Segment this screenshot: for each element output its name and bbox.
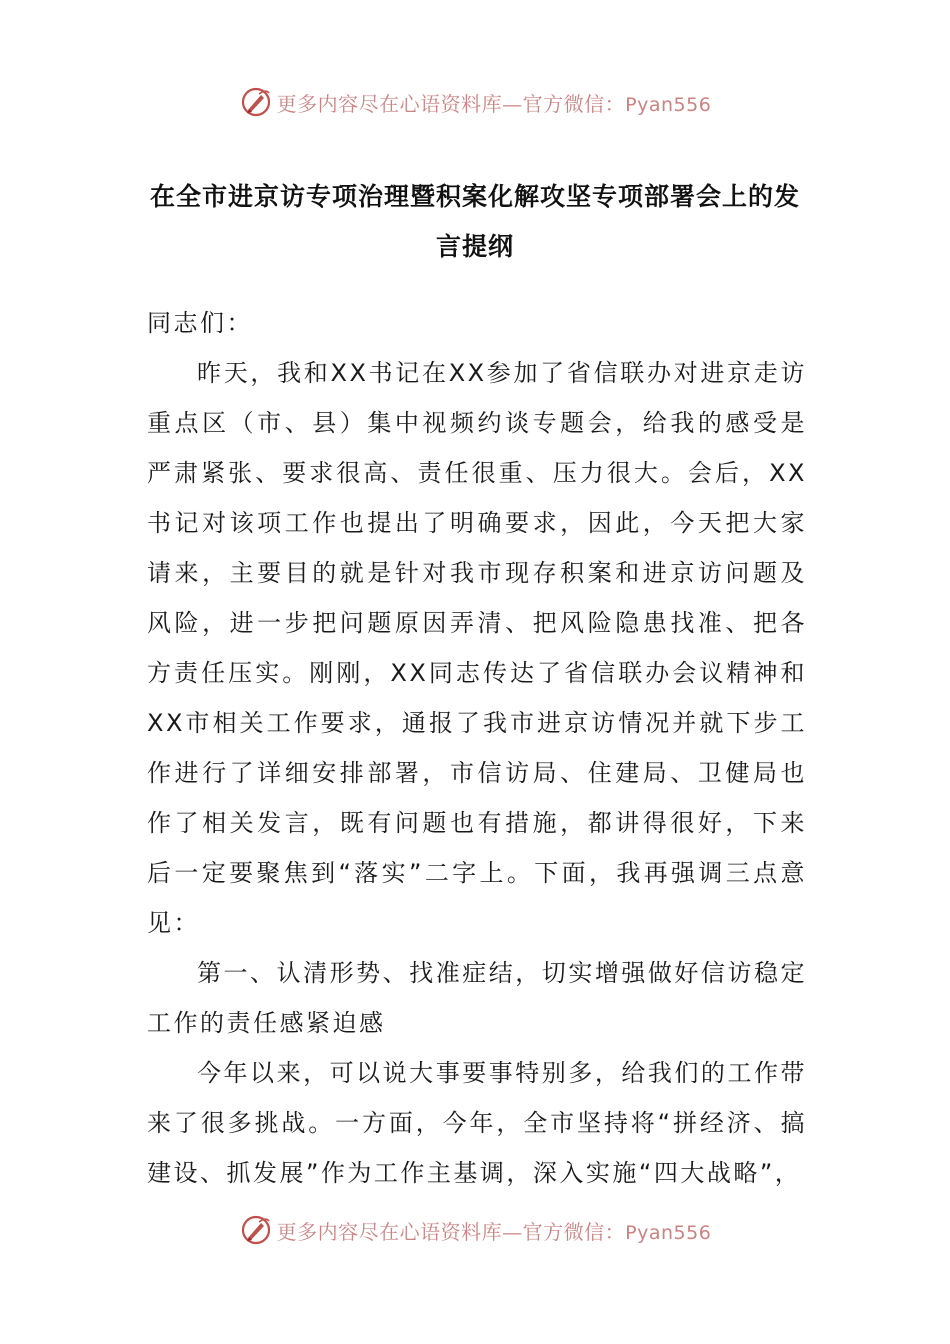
wechat-id: Pyan556 — [625, 93, 712, 116]
paragraph-intro: 昨天，我和XX书记在XX参加了省信联办对进京走访重点区（市、县）集中视频约谈专题会，给我的感受是严肃紧张、要求很高、责任很重、压力很大。会后，XX书记对该项工作也提出了明确要求，因此，今天把大家请来，主要目的就是针对我市现存积案和进京访问题及风险，进一步把问题原因弄清、把风险隐患找准、把各方责任压实。刚刚，XX同志传达了省信联办会议精神和XX市相关工作要求，通报了我市进京访情况并就下步工作进行了详细安排部署，市信访局、住建局、卫健局也作了相关发言，既有问题也有措施，都讲得很好，下来后一定要聚焦到“落实”二字上。下面，我再强调三点意见： — [147, 359, 807, 937]
watermark-text: 更多内容尽在心语资料库—官方微信：Pyan556 — [276, 91, 712, 116]
pen-seal-icon — [239, 85, 273, 119]
pen-seal-icon — [239, 1213, 273, 1247]
paragraph-situation: 今年以来，可以说大事要事特别多，给我们的工作带来了很多挑战。一方面，今年，全市坚持将“拼经济、搞建设、抓发展”作为工作主基调，深入实施“四大战略”， — [147, 1059, 807, 1187]
document-title: 在全市进京访专项治理暨积案化解攻坚专项部署会上的发言提纲 — [149, 182, 800, 261]
wechat-id: Pyan556 — [625, 1221, 712, 1244]
watermark-banner-bottom — [0, 1210, 950, 1250]
salutation: 同志们： — [147, 309, 253, 337]
watermark-text: 更多内容尽在心语资料库—官方微信：Pyan556 — [276, 1219, 712, 1244]
watermark-banner-top — [0, 82, 950, 122]
document-body — [147, 298, 807, 1198]
section-heading-1: 第一、认清形势、找准症结，切实增强做好信访稳定工作的责任感紧迫感 — [147, 959, 807, 1037]
